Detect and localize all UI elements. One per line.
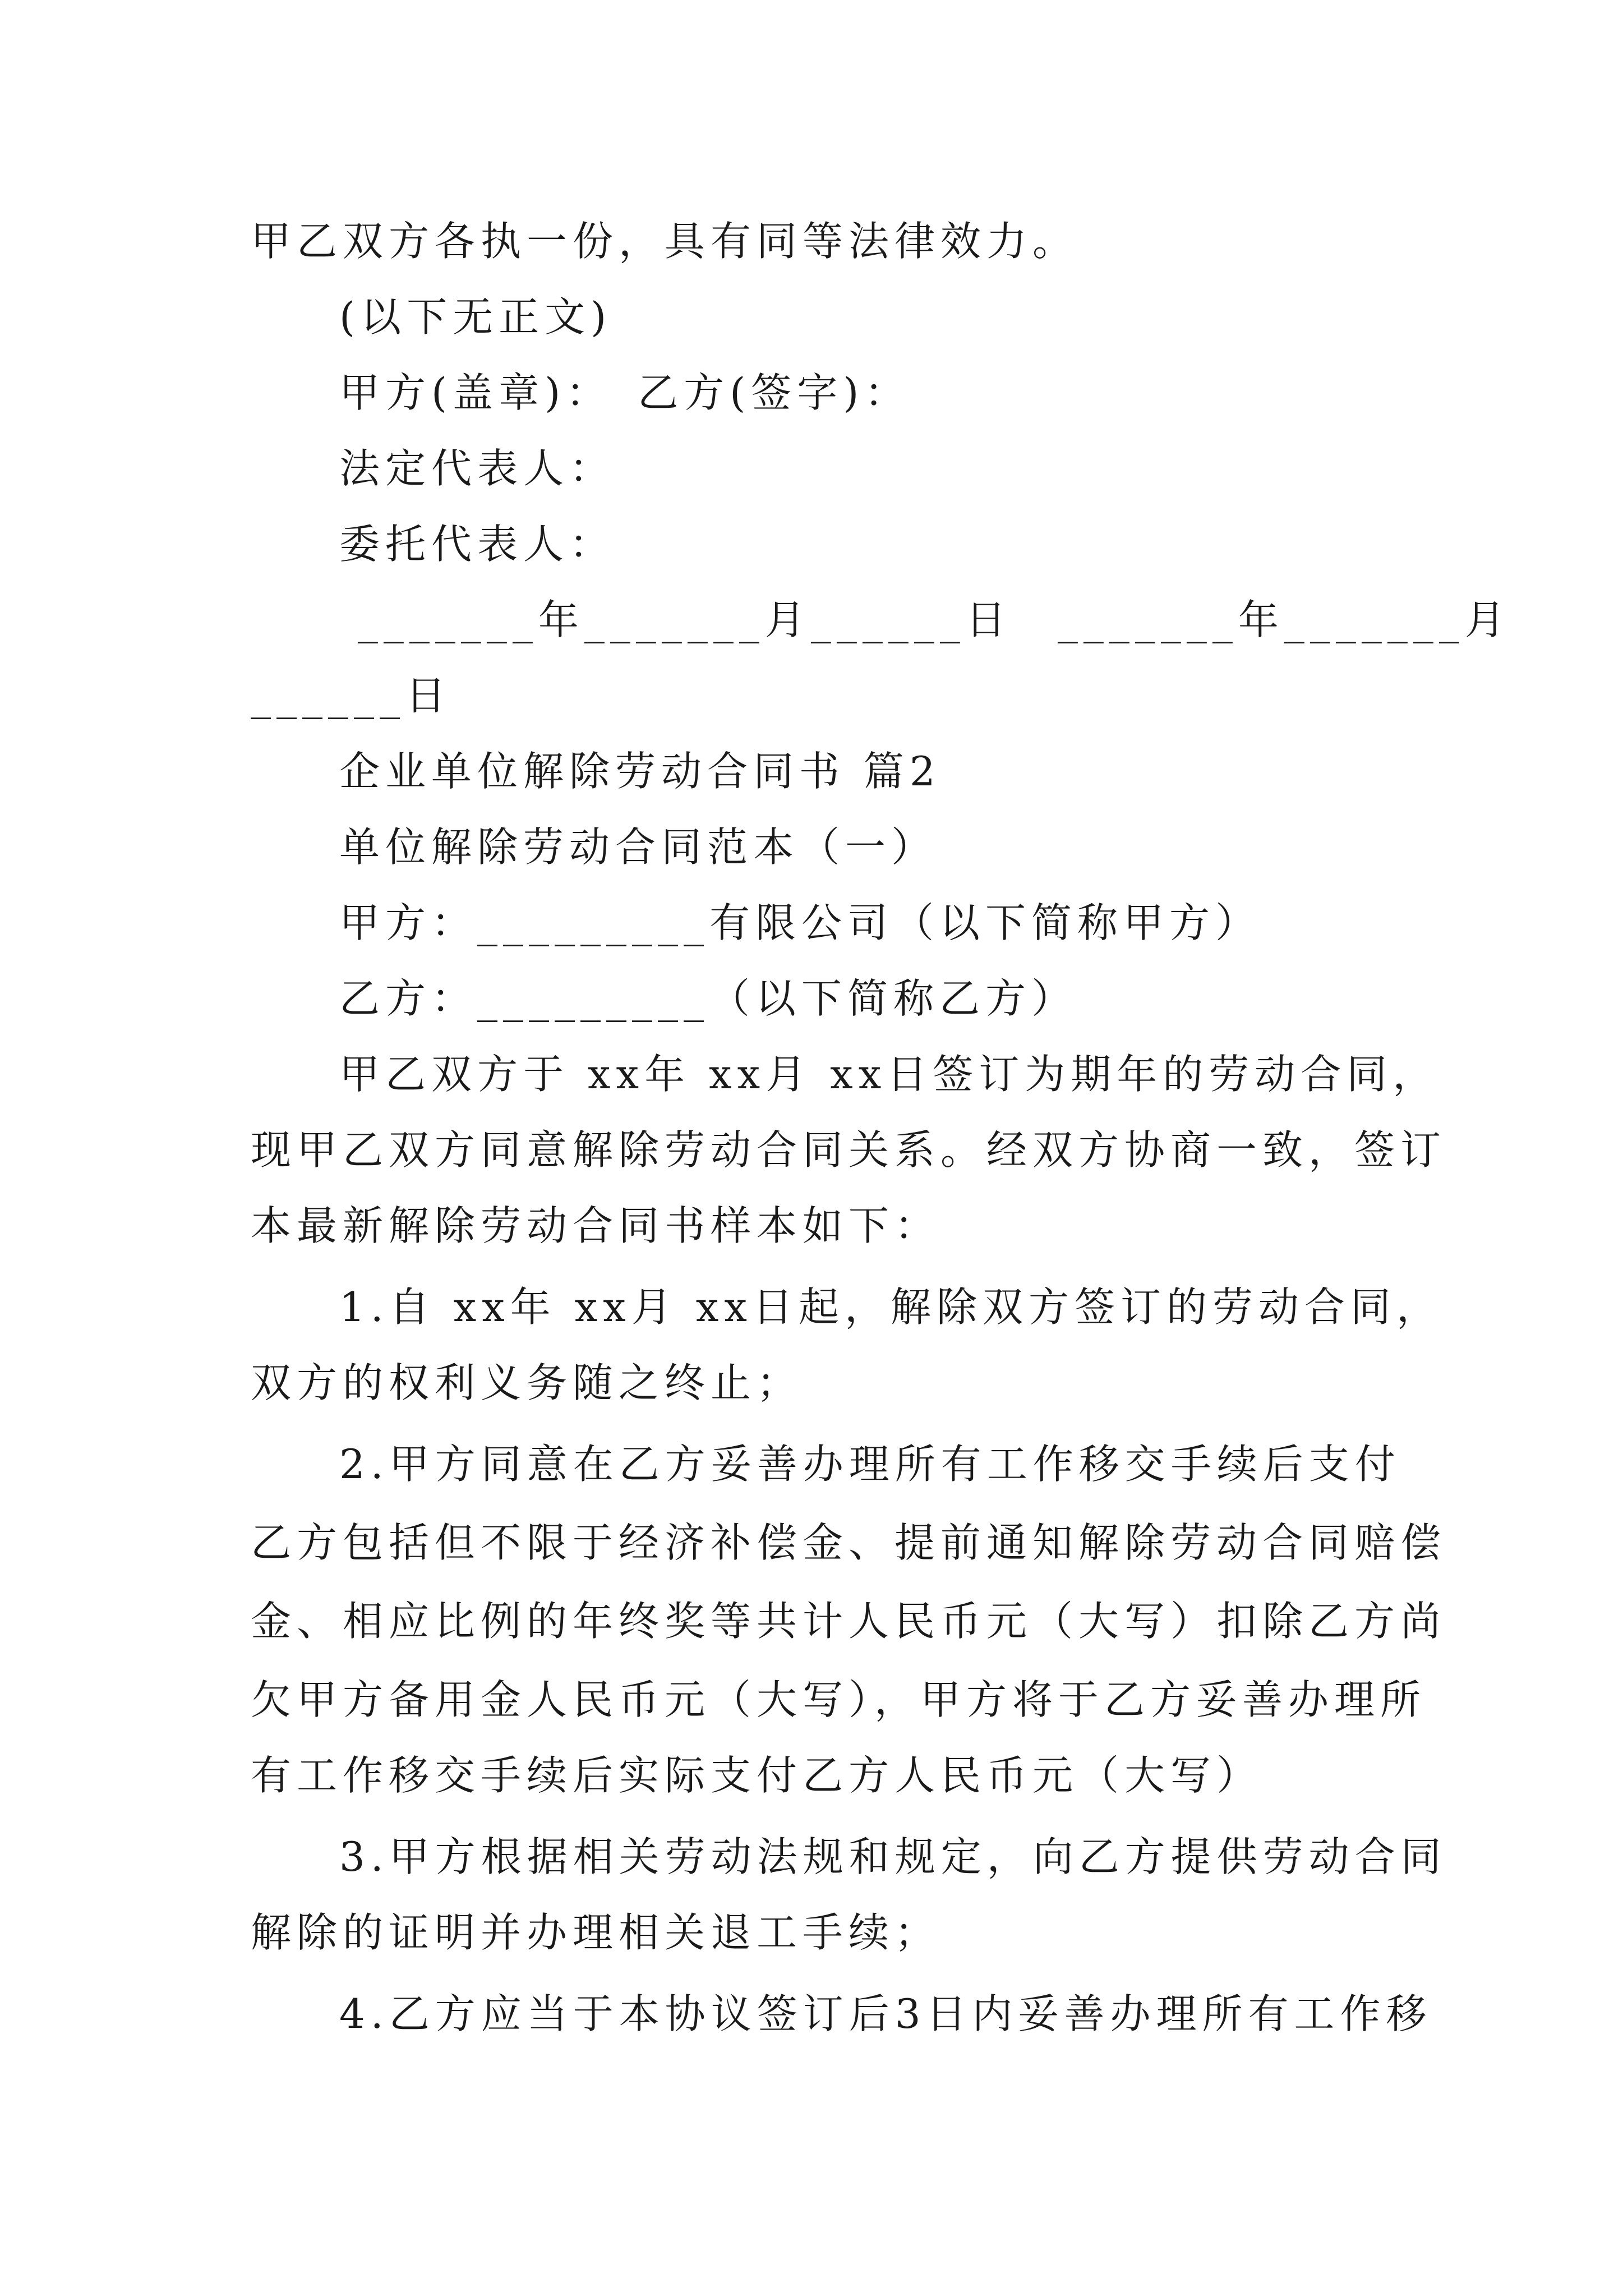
text-line-2: (以下无正文) (339, 293, 612, 341)
section-heading: 企业单位解除劳动合同书 篇2 (339, 748, 941, 795)
paragraph-line: 甲乙双方于 xx年 xx月 xx日签订为期年的劳动合同， (339, 1051, 1439, 1098)
date-line-continued: ______日 (251, 672, 452, 719)
clause-2-line: 有工作移交手续后实际支付乙方人民币元（大写） (251, 1752, 1263, 1799)
clause-3-line: 3.甲方根据相关劳动法规和规定，向乙方提供劳动合同 (339, 1833, 1447, 1880)
paragraph-line: 本最新解除劳动合同书样本如下： (251, 1202, 941, 1249)
date-line: _______年_______月______日 _______年_______月 (339, 596, 1511, 643)
party-a-line: 甲方：_________有限公司（以下简称甲方） (339, 899, 1262, 946)
text-line-1: 甲乙双方各执一份，具有同等法律效力。 (251, 218, 1079, 265)
clause-2-line: 欠甲方备用金人民币元（大写），甲方将于乙方妥善办理所 (251, 1676, 1427, 1723)
authorized-representative-line: 委托代表人： (339, 521, 616, 568)
legal-representative-line: 法定代表人： (339, 445, 616, 492)
clause-3-line: 解除的证明并办理相关退工手续； (251, 1909, 941, 1956)
clause-1-line: 双方的权利义务随之终止； (251, 1359, 803, 1406)
clause-4-line: 4.乙方应当于本协议签订后3日内妥善办理所有工作移 (339, 1990, 1432, 2037)
paragraph-line: 现甲乙双方同意解除劳动合同关系。经双方协商一致，签订 (251, 1126, 1447, 1174)
clause-2-line: 乙方包括但不限于经济补偿金、提前通知解除劳动合同赔偿 (251, 1519, 1447, 1566)
signature-party-line: 甲方(盖章)： 乙方(签字)： (339, 369, 911, 416)
clause-2-line: 金、相应比例的年终奖等共计人民币元（大写）扣除乙方尚 (251, 1598, 1447, 1645)
template-title: 单位解除劳动合同范本（一） (339, 823, 938, 871)
clause-2-line: 2.甲方同意在乙方妥善办理所有工作移交手续后支付 (339, 1441, 1401, 1488)
party-b-line: 乙方：_________（以下简称乙方） (339, 975, 1078, 1022)
clause-1-line: 1.自 xx年 xx月 xx日起，解除双方签订的劳动合同， (339, 1283, 1442, 1331)
